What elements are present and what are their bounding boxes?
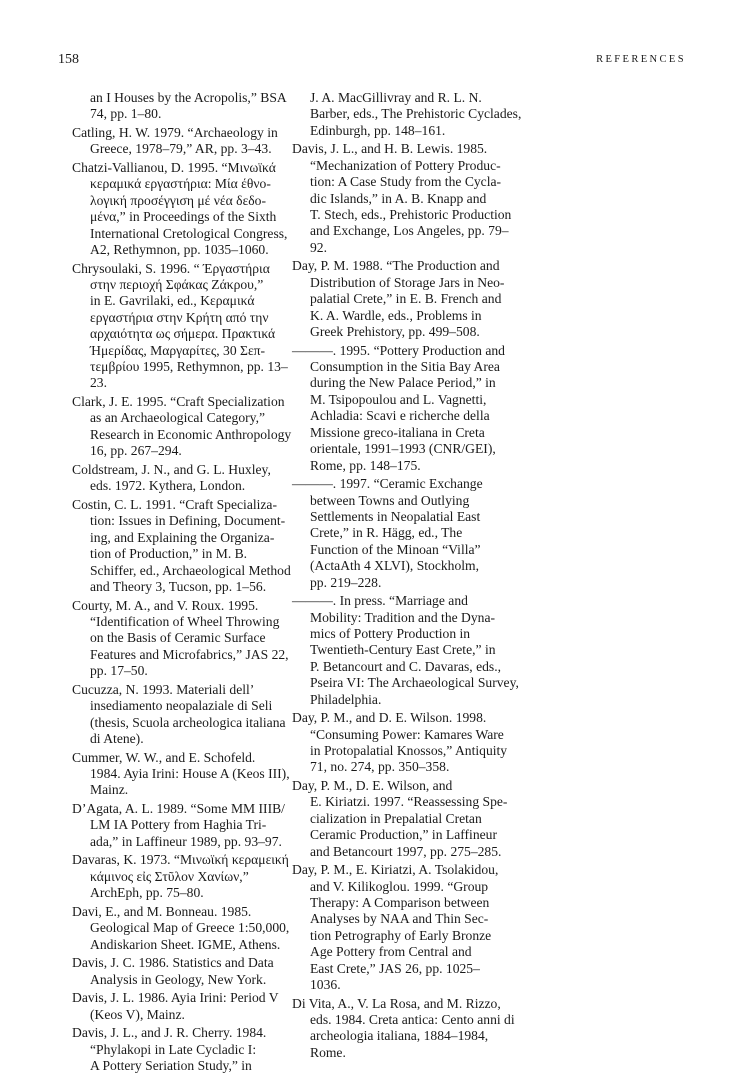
references-column-left bbox=[72, 90, 292, 1077]
reference-line: 1984. Ayia Irini: House A (Keos III), bbox=[90, 765, 290, 781]
reference-line: Analysis in Geology, New York. bbox=[90, 971, 267, 987]
reference-line: εργαστήρια στην Κρήτη από την bbox=[90, 309, 269, 325]
reference-line: ada,” in Laffineur 1989, pp. 93–97. bbox=[90, 833, 282, 849]
reference-line: eds. 1984. Creta antica: Cento anni di bbox=[310, 1012, 515, 1028]
reference-line: Davis, J. L., and H. B. Lewis. 1985. bbox=[292, 141, 488, 157]
reference-line: Davaras, K. 1973. “Μινωϊκή κεραμεική bbox=[72, 852, 289, 868]
reference-line: Rome. bbox=[310, 1044, 346, 1060]
reference-line: tion: Issues in Defining, Document- bbox=[90, 513, 286, 529]
reference-line: Analyses by NAA and Thin Sec- bbox=[310, 911, 489, 927]
reference-line: 74, pp. 1–80. bbox=[90, 106, 162, 122]
reference-entry bbox=[72, 801, 292, 850]
reference-line: mics of Pottery Production in bbox=[310, 625, 471, 641]
reference-line: Pseira VI: The Archaeological Survey, bbox=[310, 675, 519, 691]
reference-entry bbox=[292, 593, 519, 708]
reference-line: Andiskarion Sheet. IGME, Athens. bbox=[90, 936, 281, 952]
reference-line: Davis, J. L., and J. R. Cherry. 1984. bbox=[72, 1025, 267, 1041]
reference-entry bbox=[72, 682, 292, 748]
reference-line: Davi, E., and M. Bonneau. 1985. bbox=[72, 903, 252, 919]
reference-line: Day, P. M., D. E. Wilson, and bbox=[292, 777, 453, 793]
reference-line: P. Betancourt and C. Davaras, eds., bbox=[310, 658, 502, 674]
reference-entry bbox=[72, 852, 292, 901]
reference-line: palatial Crete,” in E. B. French and bbox=[310, 291, 502, 307]
reference-entry bbox=[72, 990, 292, 1023]
reference-line: Mobility: Tradition and the Dyna- bbox=[310, 609, 496, 625]
reference-entry bbox=[292, 258, 505, 340]
reference-line: and Betancourt 1997, pp. 275–285. bbox=[310, 843, 502, 859]
reference-line: λογική προσέγγιση μέ νέα δεδο- bbox=[90, 192, 267, 208]
reference-line: Therapy: A Comparison between bbox=[310, 895, 490, 910]
reference-entry bbox=[72, 598, 292, 680]
reference-line: Function of the Minoan “Villa” bbox=[310, 541, 481, 557]
running-head: REFERENCES bbox=[596, 54, 686, 65]
reference-line: ———. 1995. “Pottery Production and bbox=[292, 342, 505, 358]
reference-entry bbox=[292, 141, 512, 256]
reference-line: archeologia italiana, 1884–1984, bbox=[310, 1028, 489, 1044]
reference-entry bbox=[292, 862, 499, 993]
reference-entry bbox=[292, 476, 488, 591]
reference-line: Achladia: Scavi e richerche della bbox=[310, 408, 490, 424]
reference-line: Di Vita, A., V. La Rosa, and M. Rizzo, bbox=[292, 995, 501, 1011]
reference-entry bbox=[72, 904, 292, 953]
reference-line: cialization in Prepalatial Cretan bbox=[310, 810, 482, 826]
reference-line: Settlements in Neopalatial East bbox=[310, 508, 481, 524]
reference-line: (Keos V), Mainz. bbox=[90, 1006, 185, 1022]
reference-line: as an Archaeological Category,” bbox=[90, 410, 266, 426]
reference-line: Davis, J. L. 1986. Ayia Irini: Period V bbox=[72, 990, 279, 1006]
reference-line: Edinburgh, pp. 148–161. bbox=[310, 122, 446, 138]
reference-line: Rome, pp. 148–175. bbox=[310, 457, 421, 473]
reference-line: Chrysoulaki, S. 1996. “ Έργαστήρια bbox=[72, 260, 270, 276]
reference-line: Cummer, W. W., and E. Schofeld. bbox=[72, 749, 256, 765]
reference-line: A2, Rethymnon, pp. 1035–1060. bbox=[90, 242, 269, 258]
reference-line: di Atene). bbox=[90, 730, 144, 746]
reference-line: Ceramic Production,” in Laffineur bbox=[310, 827, 497, 843]
reference-line: an I Houses by the Acropolis,” BSA bbox=[90, 90, 287, 105]
reference-line: “Phylakopi in Late Cycladic I: bbox=[90, 1041, 257, 1057]
reference-line: κάμινος εἰς Στῦλον Χανίων,” bbox=[90, 868, 249, 884]
reference-line: Davis, J. C. 1986. Statistics and Data bbox=[72, 955, 274, 971]
reference-entry bbox=[292, 995, 515, 1062]
reference-line: Day, P. M. 1988. “The Production and bbox=[292, 258, 500, 274]
reference-line: Philadelphia. bbox=[310, 691, 382, 707]
reference-entry-continued bbox=[72, 90, 292, 123]
reference-line: Barber, eds., The Prehistoric Cyclades, bbox=[310, 106, 522, 122]
reference-line: “Identification of Wheel Throwing bbox=[90, 613, 280, 629]
reference-line: Day, P. M., and D. E. Wilson. 1998. bbox=[292, 710, 487, 726]
reference-line: A Pottery Seriation Study,” in bbox=[90, 1057, 252, 1073]
reference-entry bbox=[292, 777, 508, 860]
reference-entry bbox=[72, 750, 292, 799]
reference-line: and Exchange, Los Angeles, pp. 79– bbox=[310, 223, 509, 239]
reference-line: Features and Microfabrics,” JAS 22, bbox=[90, 646, 289, 662]
reference-line: (ActaAth 4 XLVI), Stockholm, bbox=[310, 558, 480, 574]
reference-line: Clark, J. E. 1995. “Craft Specialization bbox=[72, 394, 285, 410]
reference-line: orientale, 1991–1993 (CNR/GEI), bbox=[310, 441, 496, 457]
reference-line: “Consuming Power: Kamares Ware bbox=[310, 726, 504, 742]
reference-line: μένα,” in Proceedings of the Sixth bbox=[90, 209, 277, 225]
reference-line: tion of Production,” in M. B. bbox=[90, 546, 248, 562]
reference-entry bbox=[72, 955, 292, 988]
references-column-right bbox=[292, 90, 522, 1063]
reference-entry bbox=[72, 160, 292, 258]
reference-line: (thesis, Scuola archeologica italiana bbox=[90, 714, 286, 730]
reference-line: insediamento neopalaziale di Seli bbox=[90, 698, 273, 714]
reference-line: in Protopalatial Knossos,” Antiquity bbox=[310, 742, 508, 758]
reference-line: Costin, C. L. 1991. “Craft Specializa- bbox=[72, 496, 277, 512]
reference-line: Distribution of Storage Jars in Neo- bbox=[310, 274, 505, 290]
reference-line: ———. In press. “Marriage and bbox=[292, 593, 468, 609]
reference-line: ing, and Explaining the Organiza- bbox=[90, 529, 275, 545]
reference-line: 1036. bbox=[310, 977, 341, 993]
reference-line: and Theory 3, Tucson, pp. 1–56. bbox=[90, 578, 267, 594]
reference-entry bbox=[72, 261, 292, 392]
reference-line: 16, pp. 267–294. bbox=[90, 443, 182, 459]
reference-line: during the New Palace Period,” in bbox=[310, 375, 496, 391]
reference-line: International Cretological Congress, bbox=[90, 225, 288, 241]
reference-line: ArchEph, pp. 75–80. bbox=[90, 885, 204, 901]
reference-line: Consumption in the Sitia Bay Area bbox=[310, 359, 500, 375]
reference-line: αρχαιότητα ως σήμερα. Πρακτικά bbox=[90, 326, 276, 342]
reference-entry bbox=[72, 1025, 292, 1074]
page-number: 158 bbox=[58, 52, 79, 67]
reference-line: dic Islands,” in A. B. Knapp and bbox=[310, 190, 487, 206]
reference-line: East Crete,” JAS 26, pp. 1025– bbox=[310, 960, 480, 976]
reference-line: 23. bbox=[90, 375, 107, 391]
reference-entry bbox=[72, 394, 292, 460]
reference-line: D’Agata, A. L. 1989. “Some MM IIIB/ bbox=[72, 800, 285, 816]
reference-line: Coldstream, J. N., and G. L. Huxley, bbox=[72, 461, 271, 477]
reference-line: “Mechanization of Pottery Produc- bbox=[310, 157, 501, 173]
reference-entry-continued bbox=[292, 90, 522, 139]
reference-line: and V. Kilikoglou. 1999. “Group bbox=[310, 878, 489, 894]
reference-line: tion: A Case Study from the Cycla- bbox=[310, 174, 502, 190]
reference-line: 92. bbox=[310, 239, 327, 255]
reference-line: eds. 1972. Kythera, London. bbox=[90, 478, 246, 494]
reference-line: Age Pottery from Central and bbox=[310, 944, 472, 960]
reference-line: τεμβρίου 1995, Rethymnon, pp. 13– bbox=[90, 359, 288, 375]
reference-line: Crete,” in R. Hägg, ed., The bbox=[310, 525, 463, 541]
reference-line: 71, no. 274, pp. 350–358. bbox=[310, 759, 450, 775]
reference-line: Greece, 1978–79,” AR, pp. 3–43. bbox=[90, 141, 272, 157]
reference-line: Catling, H. W. 1979. “Archaeology in bbox=[72, 125, 278, 140]
reference-line: Schiffer, ed., Archaeological Method bbox=[90, 562, 291, 578]
reference-line: στην περιοχή Σφάκας Ζάκρου,” bbox=[90, 277, 264, 293]
reference-line: Courty, M. A., and V. Roux. 1995. bbox=[72, 597, 259, 613]
reference-line: κεραμικά εργαστήρια: Μία έθνο- bbox=[90, 176, 271, 192]
reference-line: Research in Economic Anthropology bbox=[90, 426, 292, 442]
reference-line: T. Stech, eds., Prehistoric Production bbox=[310, 207, 512, 223]
reference-line: LM IA Pottery from Haghia Tri- bbox=[90, 817, 267, 833]
reference-line: between Towns and Outlying bbox=[310, 492, 470, 508]
reference-line: tion Petrography of Early Bronze bbox=[310, 927, 492, 943]
reference-line: J. A. MacGillivray and R. L. N. bbox=[310, 90, 482, 105]
reference-line: M. Tsipopoulou and L. Vagnetti, bbox=[310, 391, 487, 407]
reference-line: Missione greco-italiana in Creta bbox=[310, 424, 485, 440]
reference-line: Greek Prehistory, pp. 499–508. bbox=[310, 324, 480, 340]
reference-line: pp. 17–50. bbox=[90, 663, 148, 679]
reference-entry bbox=[72, 462, 292, 495]
reference-entry bbox=[72, 497, 292, 595]
reference-line: Chatzi-Vallianou, D. 1995. “Μινωϊκά bbox=[72, 160, 276, 175]
reference-line: ———. 1997. “Ceramic Exchange bbox=[292, 476, 483, 492]
reference-line: in E. Gavrilaki, ed., Κεραμικά bbox=[90, 293, 255, 309]
reference-line: Mainz. bbox=[90, 782, 129, 798]
reference-line: Ήμερίδας, Μαργαρίτες, 30 Σεπ- bbox=[90, 342, 266, 358]
reference-line: K. A. Wardle, eds., Problems in bbox=[310, 307, 482, 323]
reference-entry bbox=[292, 342, 505, 474]
reference-line: Cucuzza, N. 1993. Materiali dell’ bbox=[72, 681, 255, 697]
reference-line: Day, P. M., E. Kiriatzi, A. Tsolakidou, bbox=[292, 862, 499, 878]
reference-entry bbox=[292, 710, 508, 776]
reference-line: Twentieth-Century East Crete,” in bbox=[310, 642, 496, 658]
reference-line: on the Basis of Ceramic Surface bbox=[90, 630, 266, 646]
reference-line: E. Kiriatzi. 1997. “Reassessing Spe- bbox=[310, 794, 508, 810]
reference-line: pp. 219–228. bbox=[310, 574, 382, 590]
reference-line: Geological Map of Greece 1:50,000, bbox=[90, 920, 290, 936]
reference-entry bbox=[72, 125, 292, 158]
